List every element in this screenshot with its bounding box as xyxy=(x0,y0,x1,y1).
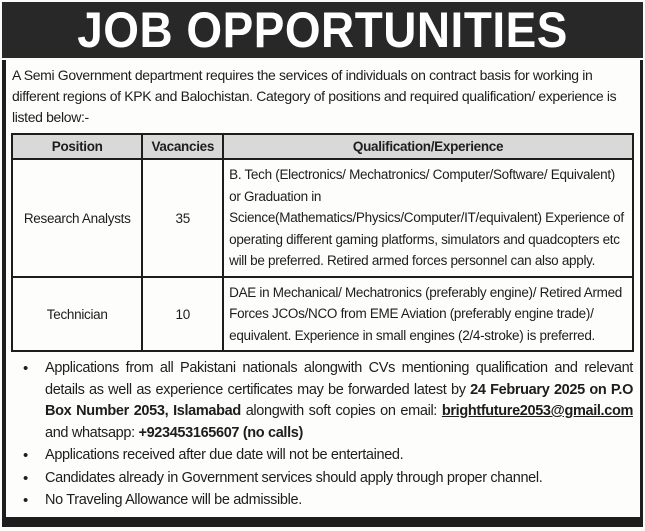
note-item-application-instructions xyxy=(45,358,633,444)
vacancies-cell: 10 xyxy=(142,277,223,351)
note-text: and whatsapp: xyxy=(45,424,139,441)
deadline-and-pobox-text: 24 February 2025 on P.O Box Number 2053, Islamabad xyxy=(45,381,633,419)
position-cell: Research Analysts xyxy=(12,159,142,277)
email-address: brightfuture2053@gmail.com xyxy=(441,403,634,419)
table-header-row xyxy=(12,134,633,159)
ad-title-banner xyxy=(2,2,643,58)
note-item-proper-channel: • Candidates already in Government services should apply through proper channel. xyxy=(45,468,633,490)
table-row xyxy=(12,159,633,277)
note-text: Applications from all Pakistani nationals alongwith CVs mentioning qualification and relevant details as well as experience certificates may be forwarded latest by xyxy=(45,360,633,398)
intro-text: A Semi Government department requires the services of individuals on contract basis for working in different regions of KPK and Balochistan. Category of positions and required qualification/ experience is listed below:- xyxy=(12,67,617,125)
ad-title: JOB OPPORTUNITIES xyxy=(77,2,568,58)
notes-list xyxy=(11,358,634,512)
col-header-vacancies: Vacancies xyxy=(142,134,223,159)
positions-table xyxy=(11,133,634,352)
note-text: alongwith soft copies on email: xyxy=(240,403,442,419)
table-row xyxy=(12,277,633,351)
qualification-cell: DAE in Mechanical/ Mechatronics (preferably engine)/ Retired Armed Forces JCOs/NCO from EME Aviation (preferably engine trade)/ equivalent. Experience in small engines (2/4-stroke) is preferred. xyxy=(223,277,633,351)
col-header-qualification: Qualification/Experience xyxy=(223,134,633,159)
position-cell: Technician xyxy=(12,277,142,351)
job-ad xyxy=(2,2,643,527)
ad-body xyxy=(2,60,643,527)
col-header-position: Position xyxy=(12,134,142,159)
qualification-cell: B. Tech (Electronics/ Mechatronics/ Computer/Software/ Equivalent) or Graduation in Science(Mathematics/Physics/Computer/IT/equivalent) Experience of operating different gaming platforms, simulators and quadcopters etc will be preferred. Retired armed forces personnel can also apply. xyxy=(223,159,633,277)
vacancies-cell: 35 xyxy=(142,159,223,277)
whatsapp-number: +923453165607 (no calls) xyxy=(138,424,303,441)
note-item-no-ta: • No Traveling Allowance will be admissible. xyxy=(45,490,633,512)
note-item-due-date: • Applications received after due date will not be entertained. xyxy=(45,445,633,467)
